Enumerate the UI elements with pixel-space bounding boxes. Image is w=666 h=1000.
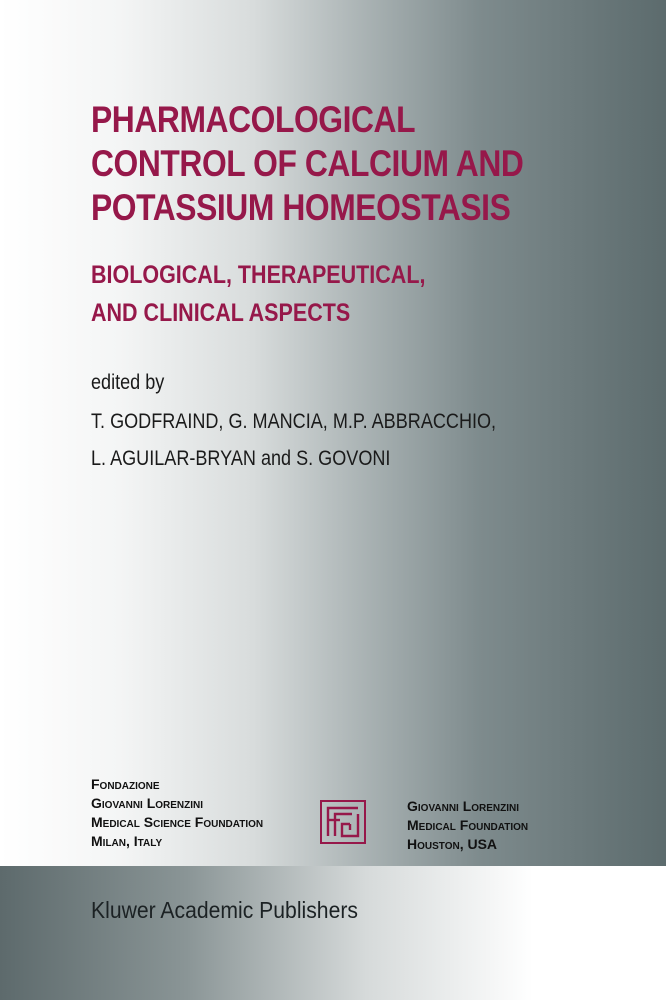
foundation-line: Milan, Italy — [91, 833, 163, 849]
foundation-line: Giovanni Lorenzini — [91, 795, 204, 811]
foundation-line: Medical Science Foundation — [91, 814, 264, 830]
book-subtitle — [91, 256, 425, 332]
foundation-houston — [407, 797, 528, 854]
title-line: POTASSIUM HOMEOSTASIS — [91, 187, 511, 228]
foundation-line: Houston, USA — [407, 836, 498, 852]
foundation-logo-icon — [320, 800, 366, 844]
title-line: CONTROL OF CALCIUM AND — [91, 143, 524, 184]
foundation-line: Giovanni Lorenzini — [407, 798, 520, 814]
subtitle-line: BIOLOGICAL, THERAPEUTICAL, — [91, 261, 426, 289]
subtitle-line: AND CLINICAL ASPECTS — [91, 299, 351, 327]
book-title — [91, 98, 538, 230]
foundation-line: Medical Foundation — [407, 817, 529, 833]
edited-by-label: edited by — [91, 371, 165, 394]
editors — [91, 403, 496, 477]
editors-line: T. GODFRAIND, G. MANCIA, M.P. ABBRACCHIO, — [91, 410, 497, 433]
publisher-band — [0, 866, 666, 1000]
foundation-milan — [91, 775, 263, 851]
publisher-name: Kluwer Academic Publishers — [91, 897, 358, 923]
title-line: PHARMACOLOGICAL — [91, 99, 416, 140]
foundation-line: Fondazione — [91, 776, 160, 792]
editors-line: L. AGUILAR-BRYAN and S. GOVONI — [91, 447, 391, 470]
